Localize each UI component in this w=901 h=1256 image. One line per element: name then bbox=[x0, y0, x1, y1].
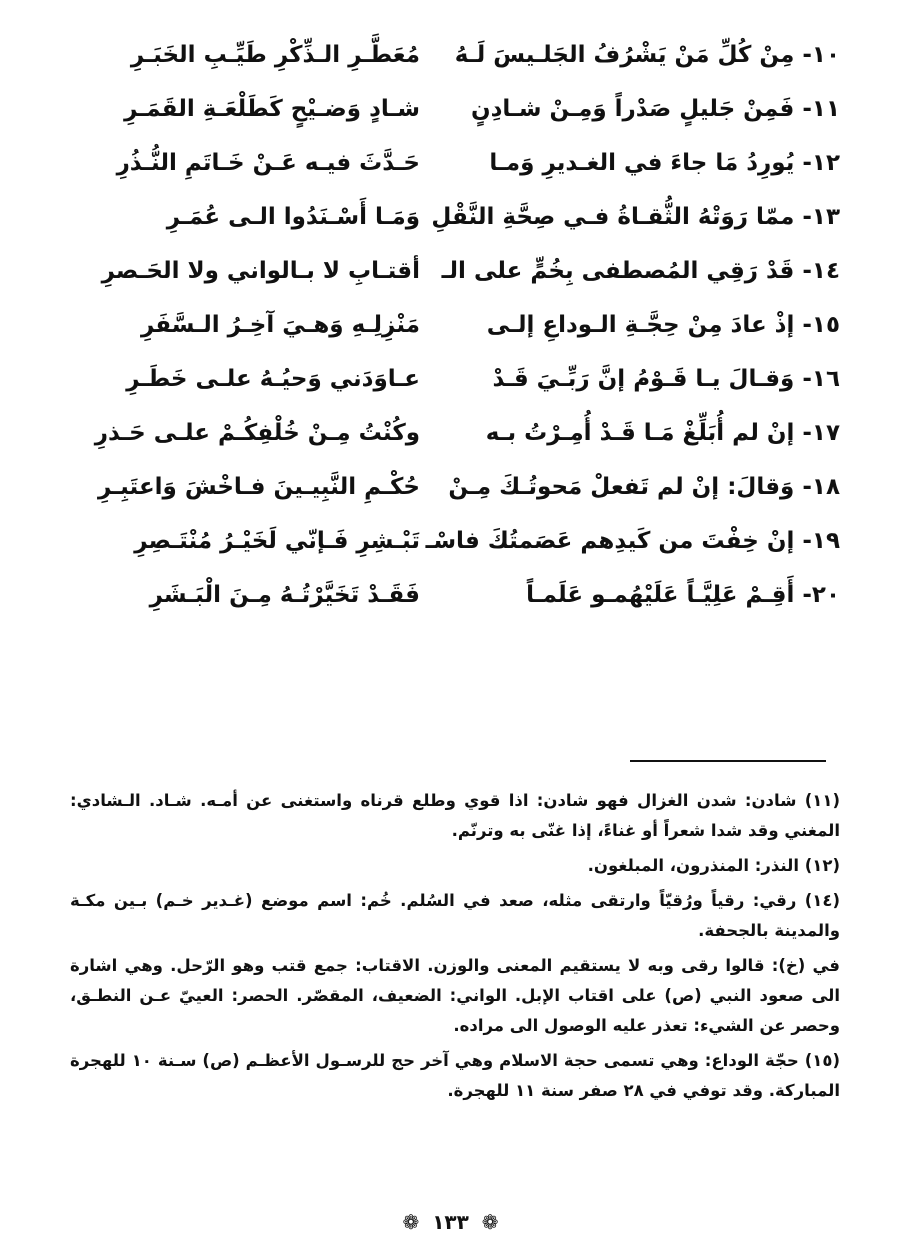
verse-number: ١٩- bbox=[802, 528, 840, 554]
page-number: ١٣٣ bbox=[432, 1210, 469, 1234]
ornament-icon: ❁ bbox=[481, 1210, 499, 1234]
verse-first-hemistich bbox=[488, 136, 840, 190]
verse-first-hemistich bbox=[425, 514, 840, 568]
verse-first-hemistich bbox=[454, 28, 840, 82]
verse-second-hemistich: عـاوَدَني وَحيُـهُ علـى خَطَـرِ bbox=[126, 366, 420, 392]
verse-first-hemistich bbox=[441, 244, 840, 298]
verse-first-hemistich bbox=[485, 406, 840, 460]
verse-first-hemistich bbox=[448, 460, 840, 514]
verse-second-hemistich: أقتـابِ لا بـالواني ولا الحَـصرِ bbox=[101, 258, 420, 284]
verse-first-text: وَقالَ: إنْ لم تَفعلْ مَحوتُـكَ مِـنْ bbox=[448, 474, 795, 500]
verse-number: ١٠- bbox=[802, 42, 840, 68]
verse-line bbox=[60, 244, 840, 298]
verse-second-hemistich: وَمَـا أَسْـنَدُوا الـى عُمَـرِ bbox=[166, 204, 420, 230]
verse-first-text: أَقِـمْ عَلِيَّـاً عَلَيْهُمـو عَلَمـاً bbox=[526, 582, 795, 608]
verse-first-hemistich bbox=[470, 82, 840, 136]
verse-number: ١٣- bbox=[802, 204, 840, 230]
verse-second-hemistich: شـادٍ وَضـيْحٍ كَطَلْعَـةِ القَمَـرِ bbox=[124, 96, 420, 122]
verse-first-hemistich bbox=[488, 568, 840, 622]
verse-second-hemistich: وكُنْتُ مِـنْ خُلْفِكُـمْ علـى حَـذرِ bbox=[94, 420, 420, 446]
footnotes bbox=[70, 786, 840, 1111]
footnote-label: (١٢) bbox=[804, 856, 840, 875]
verse-second-hemistich: مُعَطَّـرِ الـذِّكْرِ طَيِّـبِ الخَبَـرِ bbox=[130, 42, 420, 68]
verse-line bbox=[60, 568, 840, 622]
verse-first-text: إنْ لم أُبَلِّغْ مَـا قَـدْ أُمِـرْتُ بـه bbox=[485, 420, 795, 446]
footnote bbox=[70, 851, 840, 881]
footnote-text: شادن: شدن الغزال فهو شادن: اذا قوي وطلع قرناه واستغنى عن أمـه. شـاد. الـشادي: المغني وقد شدا شعراً أو غناءً، إذا غنّى به وترنّم. bbox=[70, 791, 840, 840]
footnote-label: (١٤) bbox=[804, 891, 840, 910]
verse-first-text: يُورِدُ مَا جاءَ في الغـديرِ وَمـا bbox=[489, 150, 795, 176]
verse-first-text: قَدْ رَقِي المُصطفى بِخُمٍّ على الـ bbox=[441, 258, 795, 284]
footnote-label: (١١) bbox=[804, 791, 840, 810]
verse-number: ١٧- bbox=[802, 420, 840, 446]
verse-second-hemistich: حُكْـمِ النَّبِيـينَ فـاخْشَ وَاعتَبِـرِ bbox=[98, 474, 420, 500]
verse-first-text: مِنْ كُلِّ مَنْ يَشْرُفُ الجَلـيسَ لَـهُ bbox=[454, 42, 795, 68]
footnote-separator bbox=[630, 760, 826, 762]
footnote-text: حجّة الوداع: وهي تسمى حجة الاسلام وهي آخر حج للرسـول الأعظـم (ص) سـنة ١٠ للهجرة المباركة. وقد توفي في ٢٨ صفر سنة ١١ للهجرة. bbox=[70, 1051, 840, 1100]
footnote bbox=[70, 951, 840, 1041]
footnote bbox=[70, 886, 840, 946]
verse-first-text: ممّا رَوَتْهُ الثُّقـاةُ فـي صِحَّةِ النَّقْلِ bbox=[431, 204, 795, 230]
verse-second-hemistich: مَنْزِلِـهِ وَهـيَ آخِـرُ الـسَّفَرِ bbox=[140, 312, 420, 338]
footnote-label: (١٥) bbox=[804, 1051, 840, 1070]
verse-second-hemistich: حَـدَّثَ فيـه عَـنْ خَـاتَمِ النُّـذُرِ bbox=[116, 150, 420, 176]
verse-number: ١١- bbox=[802, 96, 840, 122]
footnote bbox=[70, 1046, 840, 1106]
verse-number: ١٨- bbox=[802, 474, 840, 500]
verse-first-text: إذْ عادَ مِنْ حِجَّـةِ الـوداعِ إلـى bbox=[486, 312, 795, 338]
ornament-icon: ❁ bbox=[402, 1210, 420, 1234]
verse-first-hemistich bbox=[488, 352, 840, 406]
verse-first-hemistich bbox=[488, 298, 840, 352]
verse-first-hemistich bbox=[431, 190, 840, 244]
verse-first-text: وَقـالَ يـا قَـوْمُ إنَّ رَبِّـيَ قَـدْ bbox=[492, 366, 795, 392]
verse-first-text: فَمِنْ جَليلٍ صَدْراً وَمِـنْ شـادِنٍ bbox=[470, 96, 795, 122]
page-number-footer bbox=[0, 1210, 901, 1234]
footnote-label: في (خ): bbox=[771, 956, 840, 975]
verse-line bbox=[60, 28, 840, 82]
verse-line bbox=[60, 298, 840, 352]
verse-first-text: إنْ خِفْتَ من كَيدِهم عَصَمتُكَ فاسْـ bbox=[425, 528, 795, 554]
verse-number: ١٥- bbox=[802, 312, 840, 338]
verse-line bbox=[60, 82, 840, 136]
footnote-text: قالوا رقى وبه لا يستقيم المعنى والوزن. الاقتاب: جمع قتب وهو الرّحل. وهي اشارة الى صعود النبي (ص) على اقتاب الإبل. الواني: الضعيف، المقصّر. الحصر: العييّ عـن النطـق، وحصر عن الشيء: تعذر عليه الوصول الى مراده. bbox=[70, 956, 840, 1035]
verse-number: ١٢- bbox=[802, 150, 840, 176]
footnote-text: رقي: رقياً ورُقيّاً وارتقى مثله، صعد في السُلم. خُم: اسم موضع (غـدير خـم) بـين مكـة والمدينة بالجحفة. bbox=[70, 891, 840, 940]
verse-line bbox=[60, 352, 840, 406]
verse-line bbox=[60, 136, 840, 190]
verse-number: ١٦- bbox=[802, 366, 840, 392]
footnote bbox=[70, 786, 840, 846]
verse-number: ١٤- bbox=[802, 258, 840, 284]
verse-second-hemistich: فَقَـدْ تَخَيَّرْتُـهُ مِـنَ الْبَـشَرِ bbox=[149, 582, 420, 608]
footnote-text: النذر: المنذرون، المبلغون. bbox=[587, 856, 799, 875]
verse-line bbox=[60, 460, 840, 514]
poem bbox=[60, 28, 840, 622]
verse-second-hemistich: تَبْـشِرِ فَـإنّي لَخَيْـرُ مُنْتَـصِرِ bbox=[134, 528, 420, 554]
verse-line bbox=[60, 406, 840, 460]
verse-line bbox=[60, 190, 840, 244]
verse-line bbox=[60, 514, 840, 568]
verse-number: ٢٠- bbox=[802, 582, 840, 608]
